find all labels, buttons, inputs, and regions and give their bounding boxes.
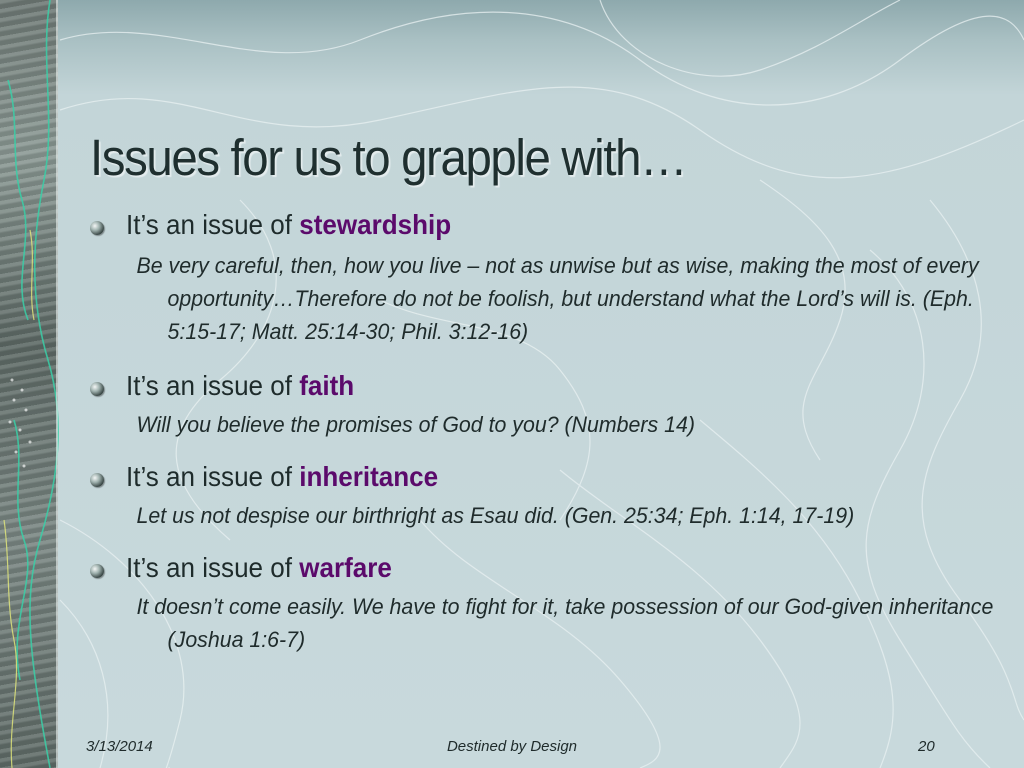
footer-date: 3/13/2014 [86, 738, 153, 755]
slide-title: Issues for us to grapple with… [90, 129, 687, 186]
sphere-bullet-icon [90, 221, 104, 235]
bullet-prefix: It’s an issue of [126, 370, 300, 401]
footer-title: Destined by Design [446, 738, 578, 755]
bullet-keyword: faith [299, 370, 355, 401]
bullet-item-stewardship [88, 205, 988, 245]
bullet-subtext: Will you believe the promises of God to you? (Numbers 14) [136, 412, 695, 437]
bullet-subtext: Let us not despise our birthright as Esau did. (Gen. 25:34; Eph. 1:14, 17-19) [136, 503, 855, 528]
bullet-prefix: It’s an issue of [126, 461, 300, 492]
sphere-bullet-icon [90, 382, 104, 396]
bullet-item-inheritance [88, 457, 988, 497]
bullet-prefix: It’s an issue of [126, 209, 300, 240]
bullet-keyword: inheritance [299, 461, 439, 492]
bullet-item-faith [88, 366, 988, 406]
bullet-item-warfare [88, 548, 988, 588]
bullet-prefix: It’s an issue of [126, 552, 300, 583]
footer-page-number: 20 [918, 738, 935, 755]
sphere-bullet-icon [90, 564, 104, 578]
left-strip-pattern [0, 0, 60, 768]
bullet-list [88, 205, 994, 656]
bullet-text [126, 548, 392, 588]
bullet-text [126, 366, 354, 406]
bullet-keyword: warfare [299, 552, 392, 583]
bullet-subtext: Be very careful, then, how you live – not as unwise but as wise, making the most of every opportunity…Therefore do not be foolish, but understand what the Lord’s will is. (Eph. 5:15-17; Matt. 25:14-30; Phil. 3:12-16) [136, 253, 979, 344]
bullet-subtext: It doesn’t come easily. We have to fight for it, take possession of our God-given inheritance (Joshua 1:6-7) [136, 594, 994, 652]
bullet-keyword: stewardship [299, 209, 452, 240]
bullet-text [126, 457, 438, 497]
sphere-bullet-icon [90, 473, 104, 487]
bullet-text [126, 205, 451, 245]
